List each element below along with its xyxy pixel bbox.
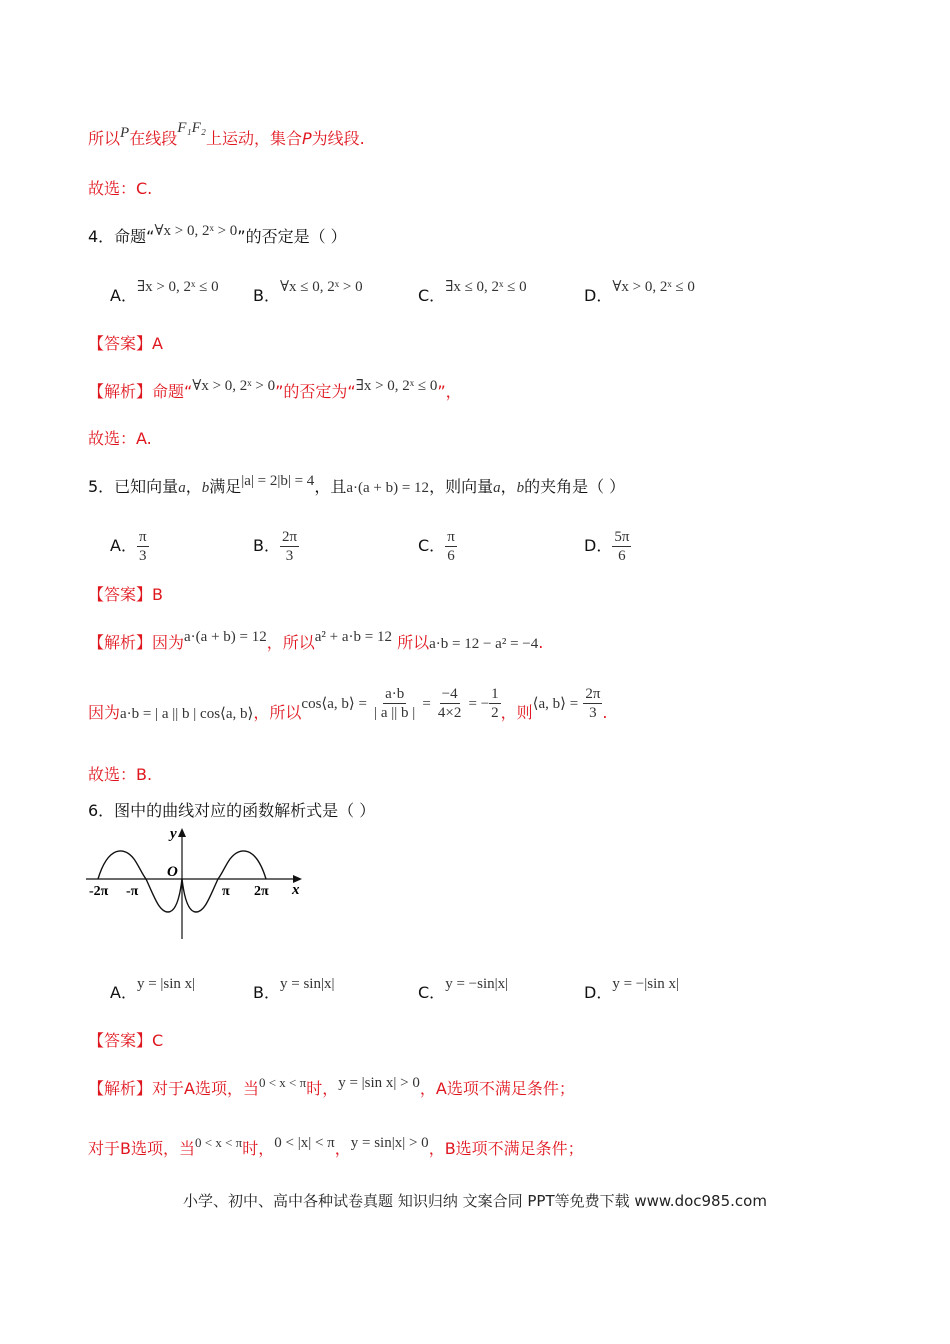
option-label: A． xyxy=(110,983,137,1002)
math-P: P xyxy=(120,125,130,141)
math-expression: = − xyxy=(468,696,490,712)
tick-label: 2π xyxy=(254,884,269,899)
curve-left xyxy=(98,851,182,912)
math-expression: y = sin|x| > 0 xyxy=(350,1135,429,1151)
text: 5．已知向量 xyxy=(88,477,179,496)
footer-text: 小学、初中、高中各种试卷真题 知识归纳 文案合同 PPT等免费下载 www.doc985.com xyxy=(183,1192,767,1210)
text: ， xyxy=(500,477,517,496)
text: 【解析】因为 xyxy=(88,633,185,652)
text: ， xyxy=(334,1139,351,1158)
y-axis-arrow xyxy=(178,828,186,837)
q4-option-d xyxy=(584,279,695,308)
math-expression: ∃x > 0, 2ˣ ≤ 0 xyxy=(136,279,219,295)
choose-a xyxy=(88,428,152,450)
numerator: 2π xyxy=(585,686,601,702)
text: 6．图中的曲线对应的函数解析式是（ ） xyxy=(88,801,376,820)
text: ”， xyxy=(437,382,462,401)
x-axis-label: x xyxy=(292,882,300,898)
fraction xyxy=(436,685,463,722)
fraction xyxy=(137,528,149,565)
fraction xyxy=(280,528,299,565)
text: ”的否定是（ ） xyxy=(237,227,347,246)
math-expression: y = −|sin x| xyxy=(612,976,680,992)
q6-explanation-2 xyxy=(88,1135,584,1161)
text: 所以 xyxy=(88,129,121,148)
q5-answer xyxy=(88,584,163,606)
text: 因为 xyxy=(88,703,121,722)
math-expression: ⟨a, b⟩ = xyxy=(532,696,579,712)
q6-stem xyxy=(88,800,375,822)
math-expression: a·(a + b) = 12 xyxy=(346,480,430,496)
math-expression: a·b = 12 − a² = −4 xyxy=(429,636,539,652)
q4-stem xyxy=(88,223,347,249)
q5-option-a xyxy=(110,528,149,565)
math-expression: y = −sin|x| xyxy=(445,976,509,992)
fraction xyxy=(445,528,457,565)
q5-explanation-1 xyxy=(88,629,544,655)
fraction xyxy=(612,528,631,565)
math-P: P xyxy=(301,129,312,148)
text: 所以 xyxy=(392,633,430,652)
option-label: D． xyxy=(584,536,613,555)
option-label: D． xyxy=(584,286,613,305)
math-a: a xyxy=(178,480,186,496)
origin-label: O xyxy=(167,864,178,880)
curve-right xyxy=(182,851,266,912)
q4-answer xyxy=(88,333,163,355)
text: 为线段. xyxy=(311,129,365,148)
math-b: b xyxy=(516,480,525,496)
denominator: 3 xyxy=(138,548,147,564)
text: ，则 xyxy=(500,703,533,722)
math-expression: 0 < x < π xyxy=(194,1135,243,1150)
math-expression: ∀x > 0, 2ˣ > 0 xyxy=(192,378,276,394)
math-expression: y = |sin x| xyxy=(136,976,196,992)
q4-option-c xyxy=(418,279,527,308)
conclusion-line xyxy=(88,120,365,151)
math-expression: = xyxy=(422,696,431,712)
text: 【解析】对于A选项，当 xyxy=(88,1079,259,1098)
text: 满足 xyxy=(209,477,242,496)
option-label: C． xyxy=(418,983,446,1002)
text: 【解析】命题“ xyxy=(88,382,193,401)
math-expression: y = sin|x| xyxy=(279,976,335,992)
text: 时， xyxy=(306,1079,339,1098)
option-label: B． xyxy=(253,983,280,1002)
math-expression: 0 < x < π xyxy=(258,1075,307,1090)
option-label: B． xyxy=(253,536,280,555)
math-expression: ∃x ≤ 0, 2ˣ ≤ 0 xyxy=(445,279,527,295)
fraction xyxy=(372,685,417,722)
text: 【答案】B xyxy=(88,585,163,604)
numerator: 2π xyxy=(281,529,298,545)
denominator: 6 xyxy=(618,548,626,564)
q6-option-b xyxy=(253,976,335,1005)
q5-option-c xyxy=(418,528,457,565)
option-label: A． xyxy=(110,286,137,305)
y-axis-label: y xyxy=(170,826,177,842)
math-expression: a·b = | a || b | cos⟨a, b⟩ xyxy=(120,706,254,722)
sine-graph xyxy=(84,826,314,941)
text: ”的否定为“ xyxy=(275,382,356,401)
text: ，所以 xyxy=(253,703,302,722)
tick-label: -2π xyxy=(89,884,109,899)
text: . xyxy=(602,703,608,722)
q6-option-a xyxy=(110,976,196,1005)
tick-label: π xyxy=(222,884,230,899)
denominator: 6 xyxy=(447,548,455,564)
text: 故选：A. xyxy=(88,429,152,448)
option-label: C． xyxy=(418,286,446,305)
math-segment: F₁F₂ xyxy=(177,120,206,136)
text: 上运动，集合 xyxy=(205,129,302,148)
math-expression: a² + a·b = 12 xyxy=(314,629,392,645)
text: ，B选项不满足条件； xyxy=(428,1139,584,1158)
q5-option-b xyxy=(253,528,299,565)
footer-banner xyxy=(0,1190,950,1211)
q6-option-c xyxy=(418,976,509,1005)
choose-c xyxy=(88,178,152,200)
fraction xyxy=(489,685,501,722)
numerator: π xyxy=(138,529,147,545)
math-expression: ∀x ≤ 0, 2ˣ > 0 xyxy=(279,279,363,295)
math-expression: cos⟨a, b⟩ = xyxy=(301,696,367,712)
numerator: −4 xyxy=(441,686,458,702)
denominator: 2 xyxy=(491,705,499,721)
q6-answer xyxy=(88,1030,163,1052)
text: 4．命题“ xyxy=(88,227,155,246)
q5-option-d xyxy=(584,528,631,565)
q5-stem xyxy=(88,473,626,499)
numerator: a·b xyxy=(385,686,405,702)
text: ，且 xyxy=(314,477,347,496)
text: ，所以 xyxy=(266,633,315,652)
numerator: π xyxy=(447,529,455,545)
q6-option-d xyxy=(584,976,680,1005)
q6-explanation-1 xyxy=(88,1075,575,1101)
text: 【答案】C xyxy=(88,1031,164,1050)
math-expression: a·(a + b) = 12 xyxy=(184,629,267,645)
text: 的夹角是（ ） xyxy=(524,477,626,496)
q4-explanation xyxy=(88,378,462,404)
math-expression: ∃x > 0, 2ˣ ≤ 0 xyxy=(355,378,438,394)
fraction xyxy=(583,685,602,722)
text: 在线段 xyxy=(129,129,178,148)
text: 故选：C. xyxy=(88,179,153,198)
math-a: a xyxy=(493,480,501,496)
choose-b xyxy=(88,764,152,786)
text: ， xyxy=(185,477,202,496)
denominator: 4×2 xyxy=(437,705,462,721)
math-expression: ∀x > 0, 2ˣ ≤ 0 xyxy=(612,279,695,295)
option-label: D． xyxy=(584,983,613,1002)
numerator: 5π xyxy=(614,529,630,545)
option-label: A． xyxy=(110,536,137,555)
denominator: 3 xyxy=(285,548,294,564)
option-label: C． xyxy=(418,536,446,555)
tick-label: -π xyxy=(126,884,139,899)
denominator: 3 xyxy=(589,705,597,721)
text: 【答案】A xyxy=(88,334,163,353)
text: ，A选项不满足条件； xyxy=(419,1079,575,1098)
math-expression: |a| = 2|b| = 4 xyxy=(241,473,315,489)
math-b: b xyxy=(201,480,210,496)
option-label: B． xyxy=(253,286,280,305)
q4-option-a xyxy=(110,279,219,308)
text: . xyxy=(538,633,544,652)
q5-explanation-2 xyxy=(88,686,608,736)
math-expression: 0 < |x| < π xyxy=(274,1135,335,1151)
text: 时， xyxy=(242,1139,275,1158)
text: 对于B选项，当 xyxy=(88,1139,195,1158)
math-expression: ∀x > 0, 2ˣ > 0 xyxy=(154,223,238,239)
math-expression: y = |sin x| > 0 xyxy=(338,1075,420,1091)
text: 故选：B. xyxy=(88,765,153,784)
numerator: 1 xyxy=(491,686,499,702)
q4-option-b xyxy=(253,279,363,308)
denominator: | a || b | xyxy=(374,705,416,721)
text: ，则向量 xyxy=(429,477,494,496)
